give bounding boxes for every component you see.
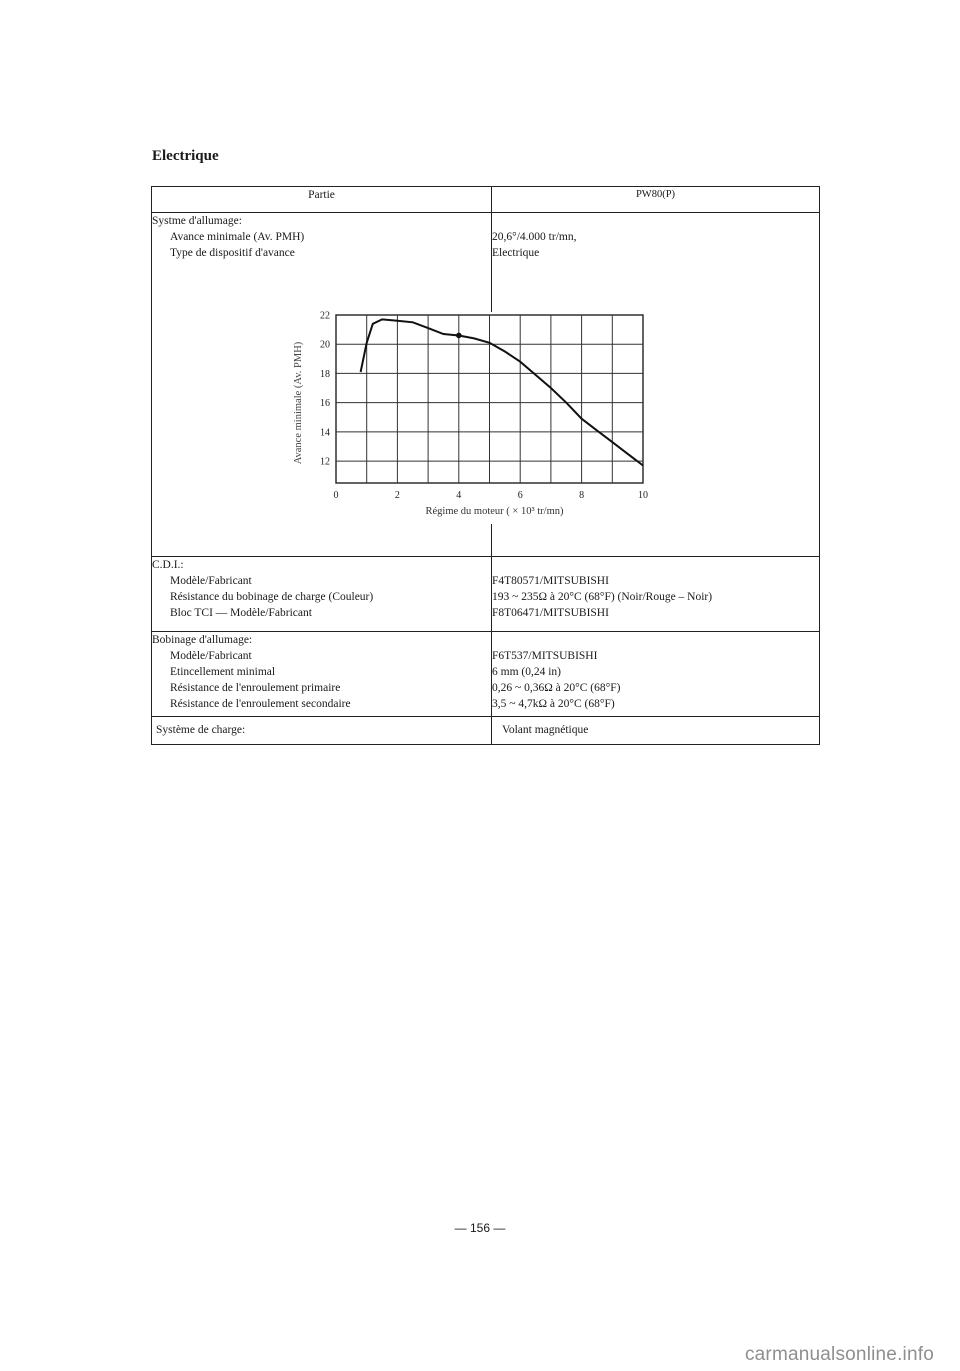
- coil-title: Bobinage d'allumage:: [152, 634, 253, 646]
- advance-curve-chart: [151, 300, 648, 530]
- chart-y-axis-label: Avance minimale (Av. PMH): [293, 341, 304, 465]
- chart-y-tick-label: 14: [320, 427, 330, 439]
- coil-value: 3,5 ~ 4,7kΩ à 20°C (68°F): [492, 698, 615, 710]
- chart-x-tick-label: 6: [517, 490, 523, 501]
- chart-y-tick-label: 20: [320, 339, 330, 351]
- coil-labels: [152, 632, 492, 717]
- cdi-labels: [152, 557, 492, 632]
- header-part: Partie: [152, 187, 492, 213]
- cdi-title: C.D.I.:: [152, 559, 184, 571]
- ignition-title: Systme d'allumage:: [152, 215, 242, 227]
- coil-value: F6T537/MITSUBISHI: [492, 650, 598, 662]
- table-header-row: [152, 187, 820, 213]
- ignition-value: Electrique: [492, 247, 540, 259]
- cdi-value: F4T80571/MITSUBISHI: [492, 575, 609, 587]
- chart-x-tick-label: 0: [333, 490, 339, 501]
- ignition-value: 20,6°/4.000 tr/mn,: [492, 231, 577, 243]
- ignition-item: Avance minimale (Av. PMH): [170, 231, 305, 243]
- chart-y-tick-label: 16: [320, 398, 330, 410]
- table-row: [152, 717, 820, 745]
- chart-x-tick-label: 2: [394, 490, 400, 501]
- charging-label: Système de charge:: [152, 717, 492, 745]
- table-row: [152, 632, 820, 717]
- coil-item: Résistance de l'enroulement secondaire: [170, 698, 351, 710]
- section-title: Electrique: [152, 148, 219, 164]
- cdi-values: [492, 557, 820, 632]
- chart-y-tick-label: 12: [320, 456, 330, 468]
- coil-item: Etincellement minimal: [170, 666, 276, 678]
- curve-marked-point: [456, 333, 462, 339]
- watermark-text: carmanualsonline.info: [744, 1344, 934, 1365]
- coil-value: 6 mm (0,24 in): [492, 666, 561, 678]
- cdi-value: 193 ~ 235Ω à 20°C (68°F) (Noir/Rouge – Noir): [492, 591, 713, 603]
- ignition-item: Type de dispositif d'avance: [170, 247, 295, 259]
- chart-y-tick-label: 18: [320, 368, 330, 380]
- cdi-item: Résistance du bobinage de charge (Couleur): [170, 591, 374, 603]
- cdi-value: F8T06471/MITSUBISHI: [492, 607, 609, 619]
- chart-y-tick-label: 22: [320, 310, 330, 322]
- chart-x-tick-label: 10: [638, 490, 648, 501]
- chart-x-tick-label: 8: [579, 490, 585, 501]
- chart-x-tick-label: 4: [456, 490, 462, 501]
- table-row: [152, 557, 820, 632]
- chart-x-axis-label: Régime du moteur ( × 10³ tr/mn): [425, 506, 564, 517]
- header-model: PW80(P): [492, 187, 820, 213]
- cdi-item: Modèle/Fabricant: [170, 575, 252, 587]
- cdi-item: Bloc TCI — Modèle/Fabricant: [170, 607, 312, 619]
- coil-values: [492, 632, 820, 717]
- charging-value: Volant magnétique: [492, 717, 820, 745]
- page-number: — 156 —: [454, 1221, 506, 1235]
- coil-value: 0,26 ~ 0,36Ω à 20°C (68°F): [492, 682, 621, 694]
- coil-item: Modèle/Fabricant: [170, 650, 252, 662]
- coil-item: Résistance de l'enroulement primaire: [170, 682, 341, 694]
